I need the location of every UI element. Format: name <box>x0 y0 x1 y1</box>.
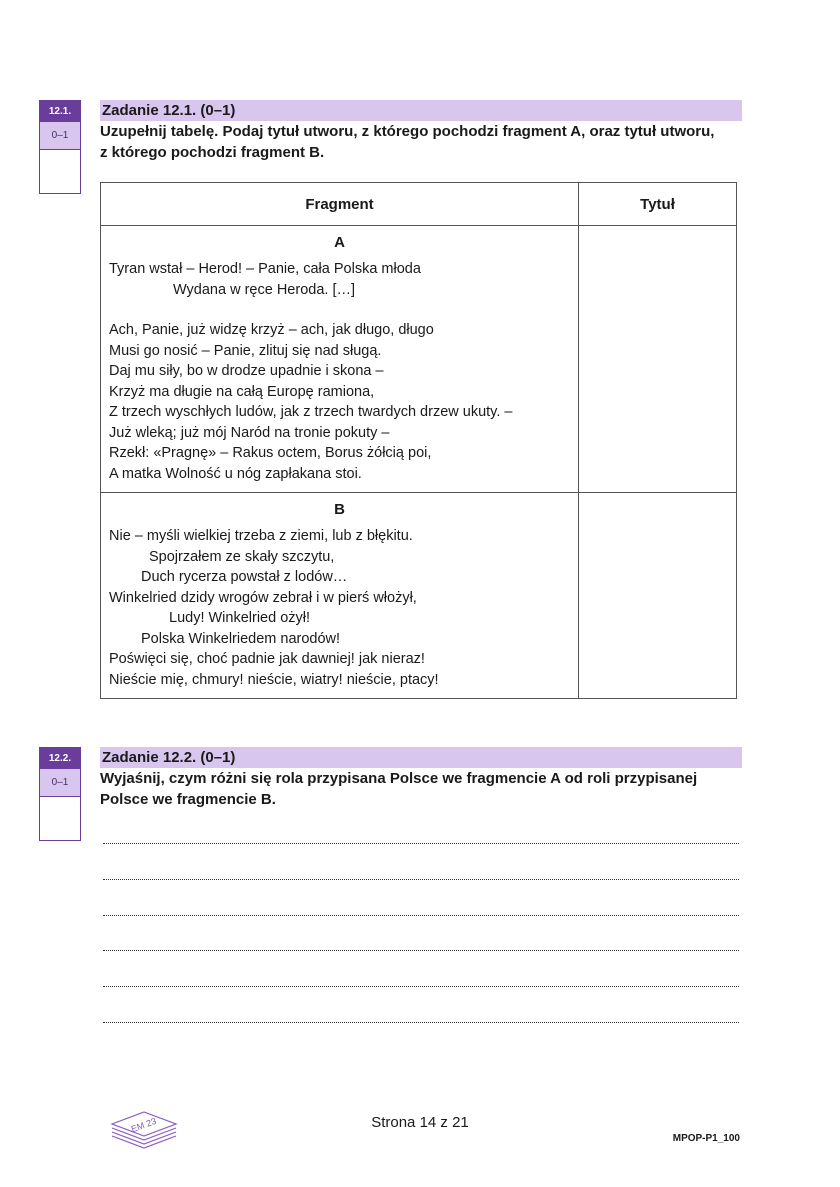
answer-line[interactable] <box>103 949 739 951</box>
poem-line: Rzekł: «Pragnę» – Rakus octem, Borus żółcią poi, <box>109 445 432 461</box>
poem-line: Spojrzałem ze skały szczytu, <box>149 548 335 565</box>
task-instruction-12-2 <box>100 768 742 810</box>
exam-code: MPOP-P1_100 <box>672 1133 740 1144</box>
table-row-fragment-b <box>101 493 737 699</box>
table-header-row <box>101 183 737 226</box>
task-points: 0–1 <box>40 768 80 797</box>
poem-line: Poświęci się, choć padnie jak dawniej! jak nieraz! <box>109 651 425 667</box>
task-instruction-12-1 <box>100 121 742 163</box>
poem-line: Z trzech wyschłych ludów, jak z trzech twardych drzew ukuty. – <box>109 404 513 420</box>
score-entry-field[interactable] <box>40 797 80 840</box>
poem-line: Nieście mię, chmury! nieście, wiatry! nieście, ptacy! <box>109 671 439 688</box>
fragment-a-letter: A <box>334 234 345 251</box>
fragment-a-cell <box>101 226 579 493</box>
poem-line: Ach, Panie, już widzę krzyż – ach, jak długo, długo <box>109 322 434 338</box>
task-number: 12.2. <box>40 748 80 768</box>
poem-line: Krzyż ma długie na całą Europę ramiona, <box>109 383 375 400</box>
answer-line[interactable] <box>103 878 739 880</box>
page-number: Strona 14 z 21 <box>371 1114 469 1131</box>
score-entry-field[interactable] <box>40 150 80 193</box>
score-box-12-1 <box>39 100 81 194</box>
title-answer-a[interactable] <box>579 226 737 493</box>
column-header-fragment: Fragment <box>101 183 579 226</box>
fragment-table <box>100 182 737 699</box>
poem-line: Polska Winkelriedem narodów! <box>141 630 341 647</box>
table-row-fragment-a <box>101 226 737 493</box>
logo-text: EM 23 <box>129 1115 158 1135</box>
instruction-line-2: Polsce we fragmencie B. <box>100 791 276 808</box>
answer-line[interactable] <box>103 985 739 987</box>
score-box-12-2 <box>39 747 81 841</box>
poem-line: Daj mu siły, bo w drodze upadnie i skona – <box>109 363 384 379</box>
poem-line: Duch rycerza powstał z lodów… <box>141 569 348 585</box>
task-header-12-2: Zadanie 12.2. (0–1) <box>100 747 742 768</box>
instruction-line-2: z którego pochodzi fragment B. <box>100 144 325 161</box>
title-answer-b[interactable] <box>579 493 737 699</box>
instruction-line-1: Wyjaśnij, czym różni się rola przypisana Polsce we fragmencie A od roli przypisanej <box>100 770 698 787</box>
task-header-12-1: Zadanie 12.1. (0–1) <box>100 100 742 121</box>
task-points: 0–1 <box>40 121 80 150</box>
poem-line: Już wleką; już mój Naród na tronie pokuty – <box>109 424 390 441</box>
instruction-line-1: Uzupełnij tabelę. Podaj tytuł utworu, z którego pochodzi fragment A, oraz tytuł utworu, <box>100 123 715 140</box>
answer-line[interactable] <box>103 1021 739 1023</box>
fragment-b-letter: B <box>334 501 345 518</box>
answer-line[interactable] <box>103 914 739 916</box>
answer-line[interactable] <box>103 842 739 844</box>
column-header-title: Tytuł <box>579 183 737 226</box>
fragment-b-cell <box>101 493 579 699</box>
poem-line: A matka Wolność u nóg zapłakana stoi. <box>109 465 362 482</box>
poem-line: Winkelried dzidy wrogów zebrał i w pierś włożył, <box>109 589 417 606</box>
task-number: 12.1. <box>40 101 80 121</box>
poem-line: Ludy! Winkelried ożył! <box>169 610 311 626</box>
poem-line: Wydana w ręce Heroda. […] <box>173 281 356 298</box>
poem-line: Tyran wstał – Herod! – Panie, cała Polska młoda <box>109 261 421 277</box>
poem-line: Musi go nosić – Panie, zlituj się nad sługą. <box>109 342 382 359</box>
poem-line: Nie – myśli wielkiej trzeba z ziemi, lub z błękitu. <box>109 528 413 544</box>
